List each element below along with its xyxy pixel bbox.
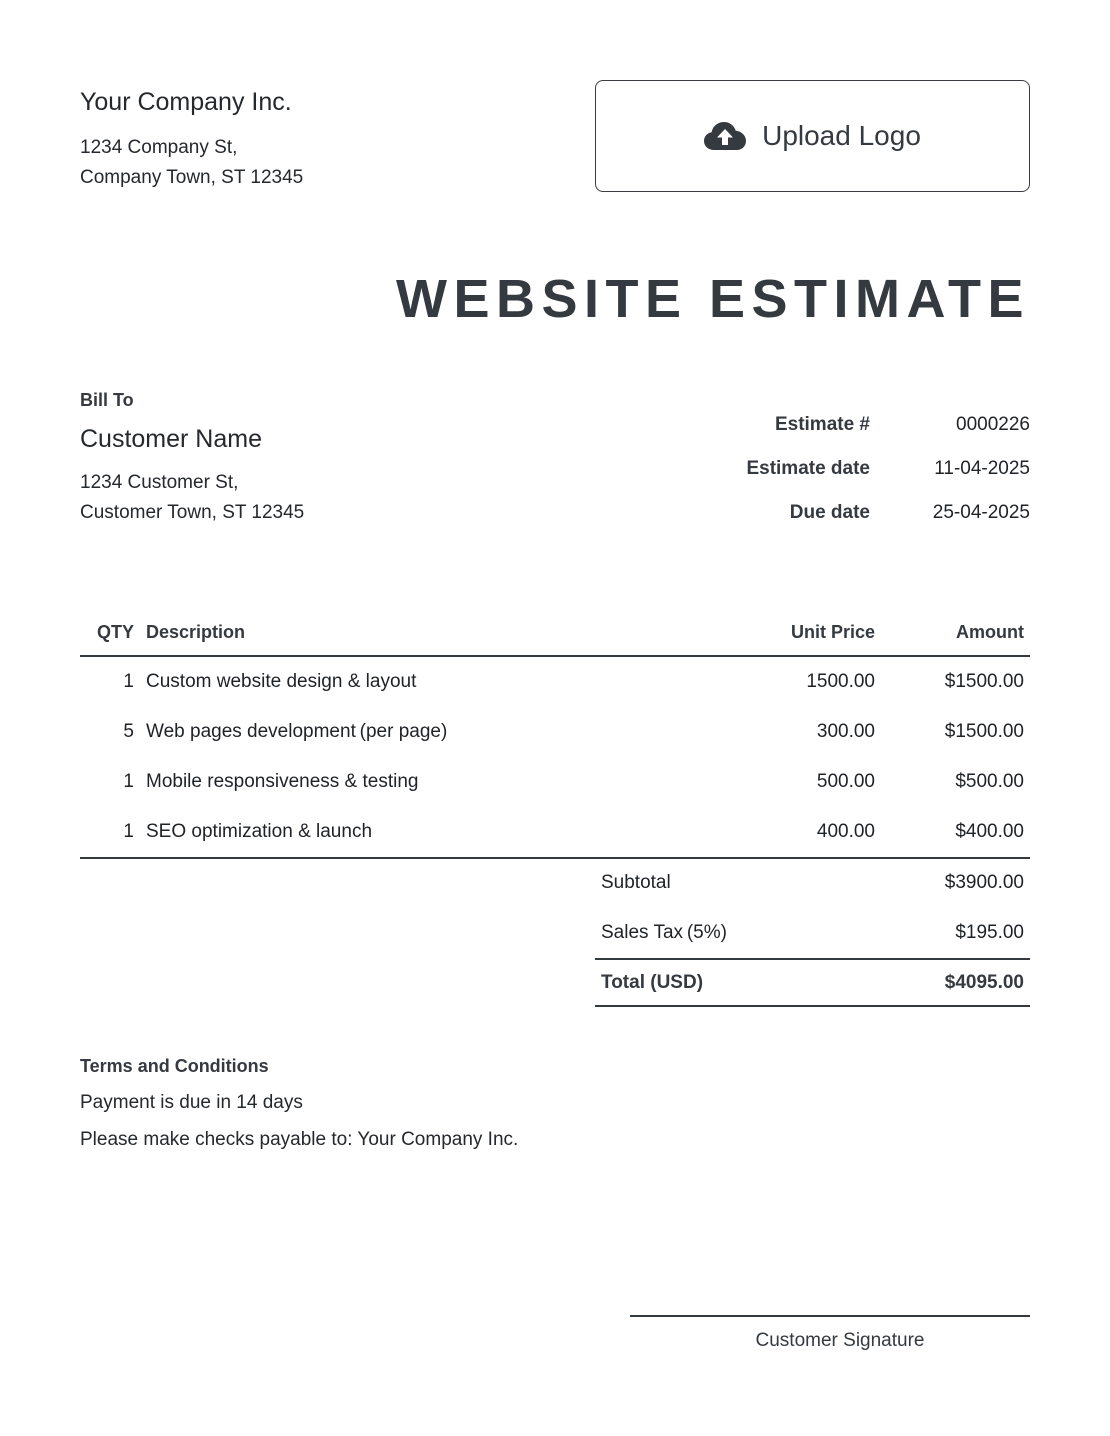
table-row (80, 707, 1030, 757)
row-amount: $400.00 (955, 821, 1024, 842)
estimate-number-value[interactable]: 0000226 (956, 414, 1030, 435)
subtotal-row (595, 858, 1030, 908)
due-date-value[interactable]: 25-04-2025 (932, 502, 1030, 523)
estimate-date-label: Estimate date (746, 458, 870, 479)
estimate-number-label: Estimate # (774, 414, 870, 435)
estimate-date-value[interactable]: 11-04-2025 (934, 458, 1030, 479)
row-unit-price[interactable]: 500.00 (816, 771, 875, 792)
row-description[interactable]: Web pages development (per page) (146, 721, 448, 742)
tax-row (595, 908, 1030, 958)
row-amount: $500.00 (955, 771, 1024, 792)
row-unit-price[interactable]: 300.00 (816, 721, 875, 742)
header-unit-price: Unit Price (790, 622, 875, 642)
signature-label: Customer Signature (755, 1330, 925, 1351)
row-unit-price[interactable]: 400.00 (816, 821, 875, 842)
customer-address-line1[interactable]: 1234 Customer St, (80, 472, 239, 493)
line-items-table (80, 610, 1030, 859)
estimate-meta (630, 414, 1030, 546)
row-qty[interactable]: 1 (123, 671, 134, 692)
total-row (595, 958, 1030, 1007)
row-description[interactable]: SEO optimization & launch (146, 821, 373, 842)
subtotal-value: $3900.00 (944, 872, 1024, 893)
total-value: $4095.00 (944, 971, 1024, 993)
terms-line-payment[interactable]: Payment is due in 14 days (80, 1092, 303, 1113)
customer-name[interactable]: Customer Name (80, 425, 262, 453)
due-date-label: Due date (789, 502, 870, 523)
row-description[interactable]: Mobile responsiveness & testing (146, 771, 419, 792)
row-qty[interactable]: 5 (123, 721, 134, 742)
subtotal-label: Subtotal (601, 872, 671, 893)
terms-title: Terms and Conditions (80, 1056, 269, 1076)
row-amount: $1500.00 (944, 721, 1024, 742)
document-title[interactable]: WEBSITE ESTIMATE (395, 269, 1030, 329)
header-amount: Amount (956, 622, 1024, 642)
terms-line-checks[interactable]: Please make checks payable to: Your Company Inc. (80, 1129, 519, 1150)
meta-row-due-date (630, 502, 1030, 546)
meta-row-estimate-date (630, 458, 1030, 502)
row-unit-price[interactable]: 1500.00 (806, 671, 875, 692)
upload-logo-label: Upload Logo (762, 120, 921, 151)
row-description[interactable]: Custom website design & layout (146, 671, 417, 692)
bill-to-label: Bill To (80, 390, 134, 410)
row-qty[interactable]: 1 (123, 771, 134, 792)
company-address[interactable] (80, 133, 303, 193)
table-row (80, 657, 1030, 707)
cloud-upload-icon (704, 121, 746, 151)
table-row (80, 807, 1030, 857)
header-qty: QTY (96, 622, 134, 642)
header-description: Description (146, 622, 246, 642)
customer-address[interactable] (80, 468, 304, 528)
row-amount: $1500.00 (944, 671, 1024, 692)
meta-row-estimate-number (630, 414, 1030, 458)
customer-address-line2[interactable]: Customer Town, ST 12345 (80, 502, 305, 523)
table-body (80, 657, 1030, 859)
totals-section (595, 858, 1030, 1007)
tax-value: $195.00 (955, 922, 1024, 943)
tax-label[interactable]: Sales Tax (5%) (601, 922, 727, 943)
company-name[interactable]: Your Company Inc. (80, 88, 292, 116)
table-row (80, 757, 1030, 807)
table-header (80, 610, 1030, 657)
signature-line (630, 1315, 1030, 1317)
row-qty[interactable]: 1 (123, 821, 134, 842)
total-label: Total (USD) (601, 971, 704, 993)
upload-logo-button[interactable] (595, 80, 1030, 192)
company-address-line2[interactable]: Company Town, ST 12345 (80, 167, 304, 188)
company-address-line1[interactable]: 1234 Company St, (80, 137, 238, 158)
